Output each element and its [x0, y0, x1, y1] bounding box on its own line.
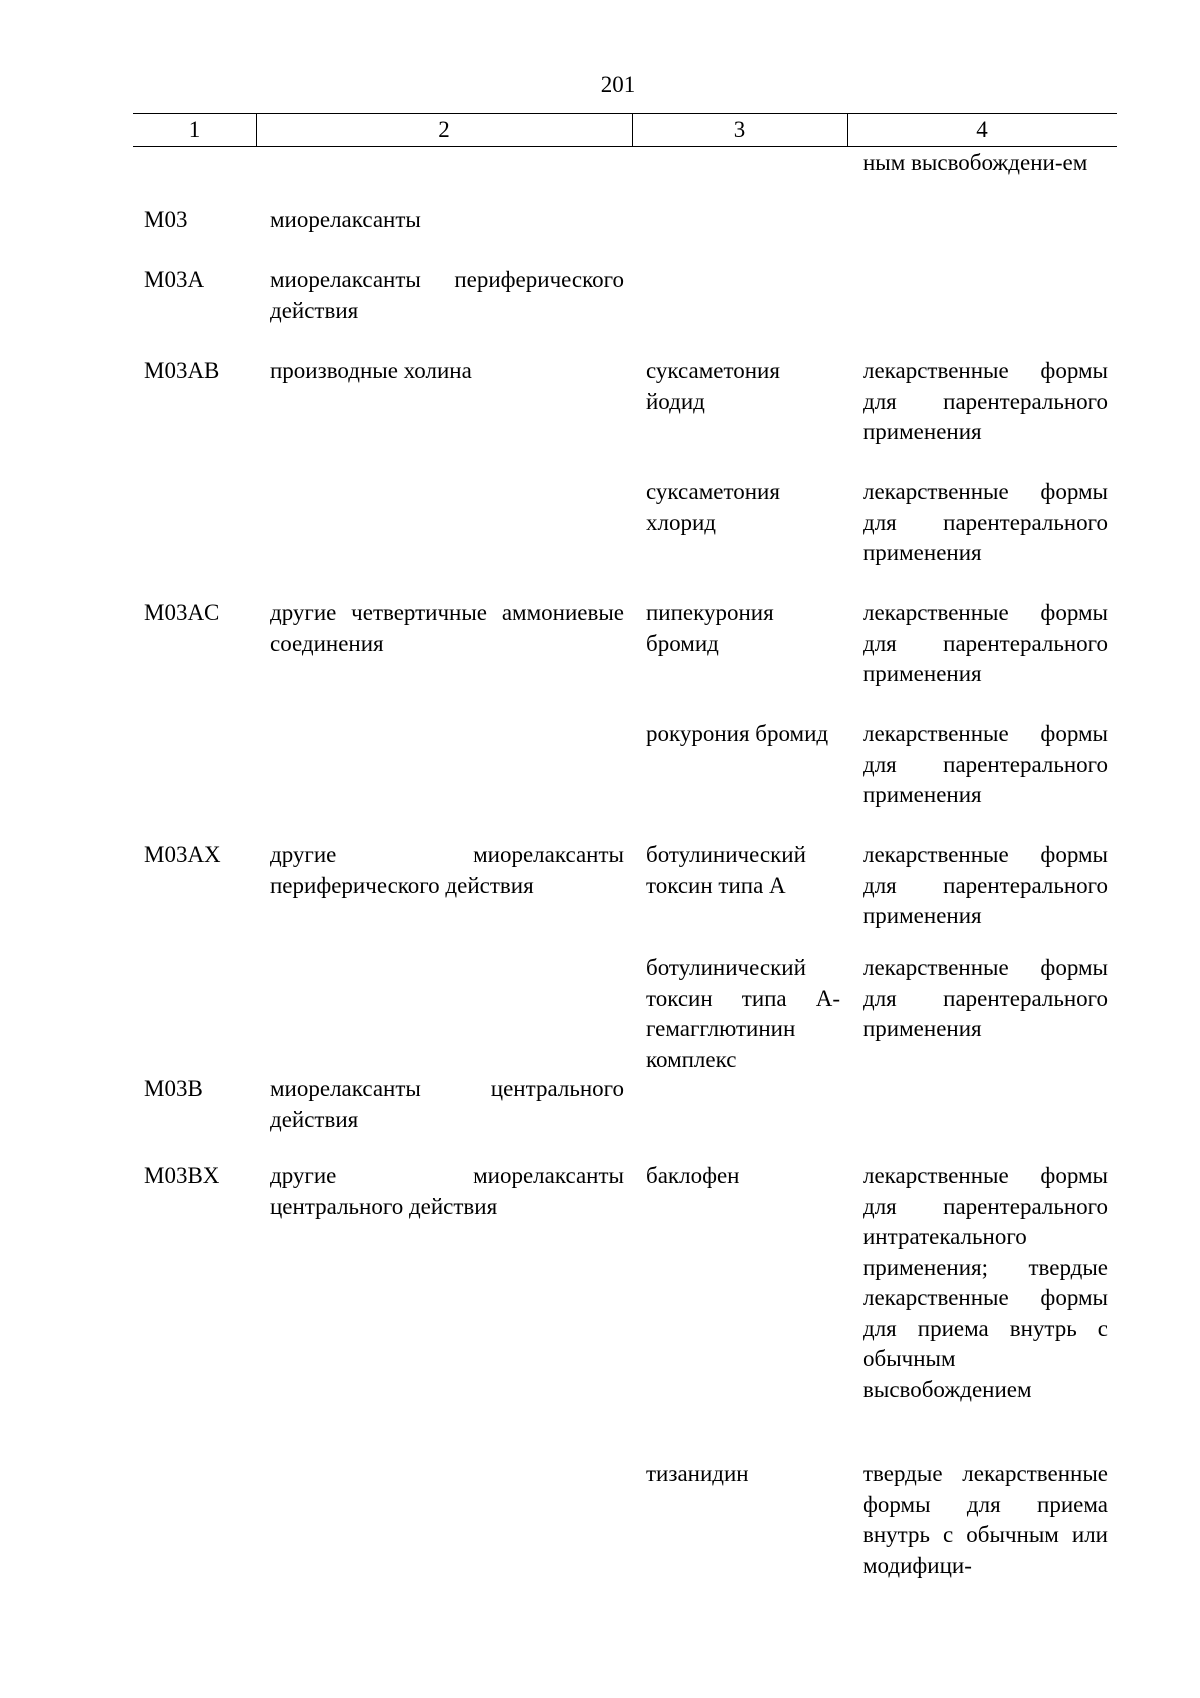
table-cell-drug: ботулинический токсин типа A-гемагглютинин комплекс — [646, 955, 840, 1072]
page-number: 201 — [600, 72, 636, 97]
table-cell-code: M03AB — [144, 358, 220, 383]
table-cell-code: M03AX — [144, 842, 221, 867]
table-cell-form: лекарственные формы для парентерального применения — [863, 479, 1108, 565]
column-header-1: 1 — [188, 117, 201, 142]
table-cell-group: другие четвертичные аммониевые соединения — [270, 600, 624, 656]
table-cell-form: лекарственные формы для парентерального применения — [863, 721, 1108, 807]
table-cell-group: производные холина — [270, 358, 472, 383]
table-header — [133, 113, 1117, 147]
table-cell-code: M03A — [144, 267, 205, 292]
table-cell-drug: баклофен — [646, 1163, 740, 1188]
table-cell-drug: суксаметония хлорид — [646, 479, 780, 535]
table-cell-code: M03BX — [144, 1163, 220, 1188]
table-cell-form: лекарственные формы для парентерального применения — [863, 358, 1108, 444]
table-cell-group: миорелаксанты центрального действия — [270, 1076, 624, 1132]
table-cell-drug: суксаметония йодид — [646, 358, 780, 414]
column-header-4: 4 — [976, 117, 988, 142]
table-cell-group: миорелаксанты периферического действия — [270, 267, 624, 323]
table-cell-drug: тизанидин — [646, 1461, 749, 1486]
table-cell-form: лекарственные формы для парентерального применения — [863, 955, 1108, 1041]
table-cell-group: миорелаксанты — [270, 207, 421, 232]
table-cell-form: лекарственные формы для парентерального применения — [863, 842, 1108, 928]
table-cell-group: другие миорелаксанты центрального действия — [270, 1163, 624, 1219]
table-cell-form: ным высвобождени-ем — [863, 150, 1088, 175]
table-cell-drug: рокурония бромид — [646, 721, 829, 746]
table-cell-group: другие миорелаксанты периферического действия — [270, 842, 624, 898]
column-header-3: 3 — [733, 117, 746, 142]
table-cell-code: M03AC — [144, 600, 220, 625]
column-header-2: 2 — [438, 117, 450, 142]
table-cell-code: M03 — [144, 207, 188, 232]
table-cell-drug: ботулинический токсин типа A — [646, 842, 806, 898]
table-cell-form: лекарственные формы для парентерального применения — [863, 600, 1108, 686]
table-cell-form: твердые лекарственные формы для приема внутрь с обычным или модифици- — [863, 1461, 1108, 1578]
table-cell-form: лекарственные формы для парентерального интратекального применения; твердые лекарственные формы для приема внутрь с обычным высвобождением — [863, 1163, 1108, 1402]
table-cell-code: M03B — [144, 1076, 203, 1101]
table-cell-drug: пипекурония бромид — [646, 600, 774, 656]
